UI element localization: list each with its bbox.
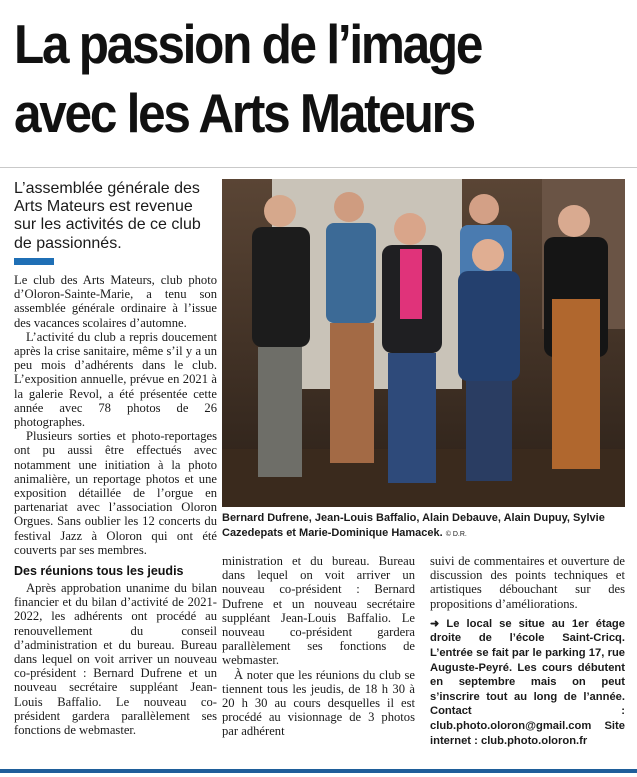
- paragraph-meetings: À noter que les réunions du club se tiennent tous les jeudis, de 18 h 30 à 20 h 30 au cours desquelles il est procédé au visionnage de 3 photos par adhérent: [222, 667, 415, 739]
- top-divider: [0, 167, 637, 168]
- paragraph-intro: Le club des Arts Mateurs, club photo d’Oloron-Sainte-Marie, a tenu son assemblée générale ordinaire à l’issue des vacances scolaires d’automne.: [14, 273, 217, 330]
- lead-accent-bar: [14, 258, 54, 265]
- paragraph-board-continued: ministration et du bureau. Bureau dans lequel on voit arriver un nouveau co-président : Bernard Dufrene et un nouveau secrétaire suppléant Jean-Louis Baffalio. Le nouveau co-président gardera parallèlement ses fonctions de webmaster.: [222, 554, 415, 668]
- photo-caption: [222, 511, 625, 542]
- practical-info: ➜ Le local se situe au 1er étage droite de l’école Saint-Cricq. L’entrée se fait par le parking 17, rue Auguste-Peyré. Les cours débutent en septembre mais on peut s’inscrire tout au long de l’année. Contact : club.photo.oloron@gmail.com Site internet : club.photo.oloron.fr: [430, 617, 625, 747]
- group-photo: [222, 179, 625, 507]
- bottom-divider: [0, 769, 637, 773]
- paragraph-outings: Plusieurs sorties et photo-reportages ont pu aussi être effectués avec notamment une initiation à la photo animalière, un reportage photos et une exposition détaillée de l’orgue en partenariat avec l’association Oloron Orgues. Sans oublier les 12 concerts du festival Jazz à Oloron qui ont été couverts par ses membres.: [14, 429, 217, 557]
- paragraph-activity: L’activité du club a repris doucement après la crise sanitaire, même s’il y a un peu mois d’adhérents dans le club. L’exposition annuelle, prévue en 2021 à la galerie Revol, a été présentée cette année avec 78 photos de 26 photographes.: [14, 329, 217, 430]
- text-column-2: [222, 554, 415, 739]
- paragraph-board: Après approbation unanime du bilan financier et du bilan d’activité de 2021-2022, les adhérents ont procédé au renouvellement du conseil d’administration et du bureau. Bureau dans lequel on voit arriver un nouveau co-président : Bernard Dufrene et un nouveau secrétaire suppléant Jean-Louis Baffalio. Le nouveau co-président gardera parallèlement ses fonctions de webmaster.: [14, 581, 217, 738]
- group-photo-illustration: [222, 179, 625, 507]
- text-column-3: [430, 554, 625, 748]
- headline-line-1: La passion de l’image: [14, 13, 482, 75]
- text-column-1: [14, 273, 217, 738]
- subheading: Des réunions tous les jeudis: [14, 564, 184, 579]
- headline-line-2: avec les Arts Mateurs: [14, 82, 474, 144]
- article-lead: L’assemblée générale des Arts Mateurs est revenue sur les activités de ce club de passionnés.: [14, 180, 201, 252]
- article-headline: [14, 10, 563, 148]
- paragraph-meetings-continued: suivi de commentaires et ouverture de discussion des points techniques et artistiques débouchant sur des propositions d’améliorations.: [430, 554, 625, 611]
- photo-credit: © D.R.: [445, 530, 467, 538]
- caption-text: Bernard Dufrene, Jean-Louis Baffalio, Alain Debauve, Alain Dupuy, Sylvie Cazedepats et Marie-Dominique Hamacek.: [222, 512, 605, 539]
